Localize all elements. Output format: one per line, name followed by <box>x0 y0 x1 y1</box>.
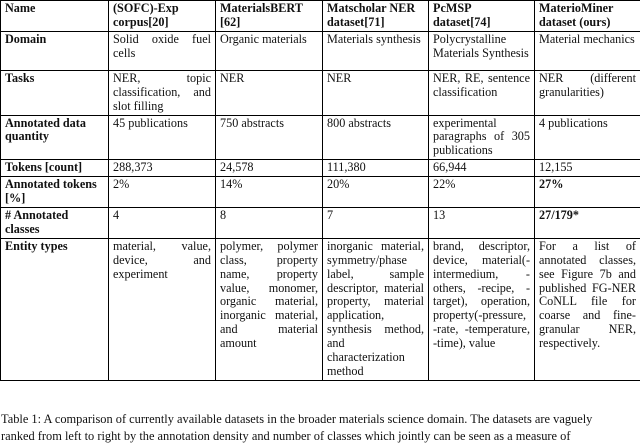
table-cell: 66,944 <box>429 160 535 177</box>
table-cell: NER, topic classification, and slot filling <box>109 70 216 115</box>
caption-line: Table 1: A comparison of currently available datasets in the broader materials science domain. The datasets are vaguely <box>1 412 593 426</box>
table-cell: 24,578 <box>216 160 323 177</box>
table-cell: Organic materials <box>216 31 323 70</box>
header-materialsbert: MaterialsBERT [62] <box>216 1 323 32</box>
table-cell: 4 publications <box>535 115 640 160</box>
header-matscholar: Matscholar NER dataset[71] <box>323 1 429 32</box>
table-cell: NER, RE, sentence classification <box>429 70 535 115</box>
row-label: Entity types <box>1 238 109 380</box>
table-cell: Material mechanics <box>535 31 640 70</box>
caption-line: ranked from left to right by the annotation density and number of classes which jointly can be seen as a measure of <box>1 428 571 443</box>
row-label: Domain <box>1 31 109 70</box>
table-row <box>1 31 640 70</box>
table-cell: 45 publications <box>109 115 216 160</box>
table-cell: 800 abstracts <box>323 115 429 160</box>
row-label: # Annotated classes <box>1 207 109 238</box>
table-cell: brand, descriptor, device, material(-intermedium, -others, -recipe, -target), operation, property(-pressure, -rate, -temperature, -time), value <box>429 238 535 380</box>
table-cell: 8 <box>216 207 323 238</box>
header-name: Name <box>1 1 109 32</box>
table-cell: material, value, device, and experiment <box>109 238 216 380</box>
table-cell: 14% <box>216 177 323 208</box>
table-cell: 7 <box>323 207 429 238</box>
table-cell: NER <box>323 70 429 115</box>
table-cell: 27/179* <box>535 207 640 238</box>
row-label: Tokens [count] <box>1 160 109 177</box>
table-cell: 27% <box>535 177 640 208</box>
table-caption <box>1 411 640 444</box>
table-cell: NER <box>216 70 323 115</box>
header-sofc: (SOFC)-Exp corpus[20] <box>109 1 216 32</box>
row-label: Annotated tokens [%] <box>1 177 109 208</box>
table-cell: experimental paragraphs of 305 publications <box>429 115 535 160</box>
header-pcmsp: PcMSP dataset[74] <box>429 1 535 32</box>
table-row <box>1 177 640 208</box>
table-cell: Polycrystalline Materials Synthesis <box>429 31 535 70</box>
header-row <box>1 1 640 32</box>
table-cell: 288,373 <box>109 160 216 177</box>
row-label: Annotated data quantity <box>1 115 109 160</box>
table-cell: Materials synthesis <box>323 31 429 70</box>
row-label: Tasks <box>1 70 109 115</box>
table-cell: 750 abstracts <box>216 115 323 160</box>
table-cell: For a list of annotated classes, see Figure 7b and published FG-NER CoNLL file for coarse and fine-granular NER, respectively. <box>535 238 640 380</box>
table-row <box>1 115 640 160</box>
header-materiominer: MaterioMiner dataset (ours) <box>535 1 640 32</box>
table-cell: inorganic material, symmetry/phase label, sample descriptor, material property, material application, synthesis method, and characterization method <box>323 238 429 380</box>
table-cell: 4 <box>109 207 216 238</box>
table-cell: 2% <box>109 177 216 208</box>
table-cell: Solid oxide fuel cells <box>109 31 216 70</box>
table-row <box>1 238 640 380</box>
table-row <box>1 160 640 177</box>
table-cell: 20% <box>323 177 429 208</box>
table-row <box>1 207 640 238</box>
table-cell: 111,380 <box>323 160 429 177</box>
table-cell: 22% <box>429 177 535 208</box>
table-cell: NER (different granularities) <box>535 70 640 115</box>
table-cell: 13 <box>429 207 535 238</box>
table-cell: polymer, polymer class, property name, property value, monomer, organic material, inorganic material, and material amount <box>216 238 323 380</box>
table-cell: 12,155 <box>535 160 640 177</box>
table-row <box>1 70 640 115</box>
